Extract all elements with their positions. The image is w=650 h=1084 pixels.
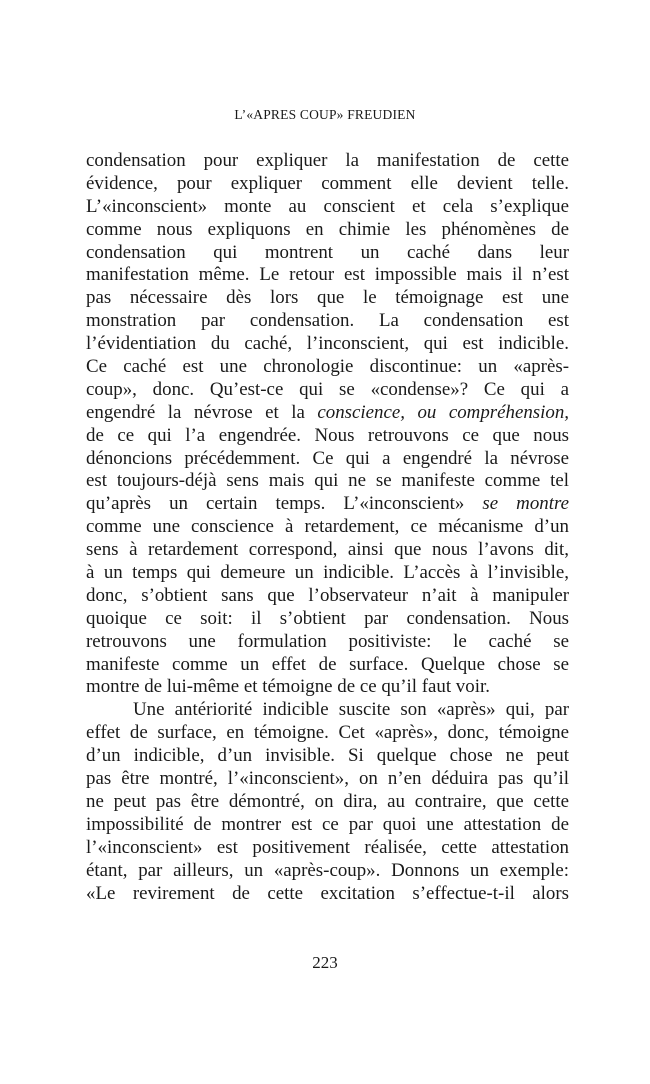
body-text <box>86 150 569 905</box>
text-line: retrouvons une formulation positiviste: le caché se <box>86 630 569 652</box>
text-line: pas nécessaire dès lors que le témoignage est une <box>86 287 569 309</box>
text-line: étant, par ailleurs, un «après-coup». Donnons un exemple: <box>86 859 569 881</box>
text-line: Une antériorité indicible suscite son «après» qui, par <box>133 699 569 721</box>
text-line: coup», donc. Qu’est-ce qui se «condense»? Ce qui a <box>86 378 569 400</box>
text-line: «Le revirement de cette excitation s’effectue-t-il alors <box>86 882 569 904</box>
text-line: l’évidentiation du caché, l’inconscient, qui est indicible. <box>86 333 569 355</box>
text-line: manifeste comme un effet de surface. Quelque chose se <box>86 653 569 675</box>
roman-text: qu’après un certain temps. L’«inconscient» <box>86 493 483 515</box>
text-line <box>86 402 569 425</box>
text-line: comme nous expliquons en chimie les phénomènes de <box>86 218 569 240</box>
text-line: ne peut pas être démontré, on dira, au contraire, que cette <box>86 790 569 812</box>
italic-text: conscience, ou compréhension, <box>317 401 569 423</box>
text-line: évidence, pour expliquer comment elle devient telle. <box>86 172 569 194</box>
text-line: est toujours-déjà sens mais qui ne se manifeste comme tel <box>86 470 569 492</box>
text-line: monstration par condensation. La condensation est <box>86 310 569 332</box>
text-line: effet de surface, en témoigne. Cet «après», donc, témoigne <box>86 722 569 744</box>
text-line: de ce qui l’a engendrée. Nous retrouvons ce que nous <box>86 424 569 446</box>
text-line: L’«inconscient» monte au conscient et cela s’explique <box>86 195 569 217</box>
text-line: impossibilité de montrer est ce par quoi une attestation de <box>86 813 569 835</box>
text-line: comme une conscience à retardement, ce mécanisme d’un <box>86 516 569 538</box>
text-line: Ce caché est une chronologie discontinue: un «après- <box>86 356 569 378</box>
text-line: l’«inconscient» est positivement réalisée, cette attestation <box>86 836 569 858</box>
italic-text: se montre <box>482 493 570 515</box>
text-line: d’un indicible, d’un invisible. Si quelque chose ne peut <box>86 745 569 767</box>
text-line: pas être montré, l’«inconscient», on n’en déduira pas qu’il <box>86 768 569 790</box>
text-line: montre de lui-même et témoigne de ce qu’il faut voir. <box>86 676 490 698</box>
page-number: 223 <box>312 953 338 972</box>
text-line: condensation qui montrent un caché dans leur <box>86 241 569 263</box>
roman-text: engendré la névrose et la <box>86 401 318 423</box>
text-line <box>86 493 569 516</box>
text-line: manifestation même. Le retour est impossible mais il n’est <box>86 264 569 286</box>
running-header: L’«APRES COUP» FREUDIEN <box>234 107 416 122</box>
text-line: dénoncions précédemment. Ce qui a engendré la névrose <box>86 447 569 469</box>
text-line: donc, s’obtient sans que l’observateur n’ait à manipuler <box>86 584 569 606</box>
text-line: condensation pour expliquer la manifestation de cette <box>86 150 569 171</box>
text-line: à un temps qui demeure un indicible. L’accès à l’invisible, <box>86 562 569 584</box>
text-line: sens à retardement correspond, ainsi que nous l’avons dit, <box>86 539 569 561</box>
text-line: quoique ce soit: il s’obtient par condensation. Nous <box>86 607 569 629</box>
